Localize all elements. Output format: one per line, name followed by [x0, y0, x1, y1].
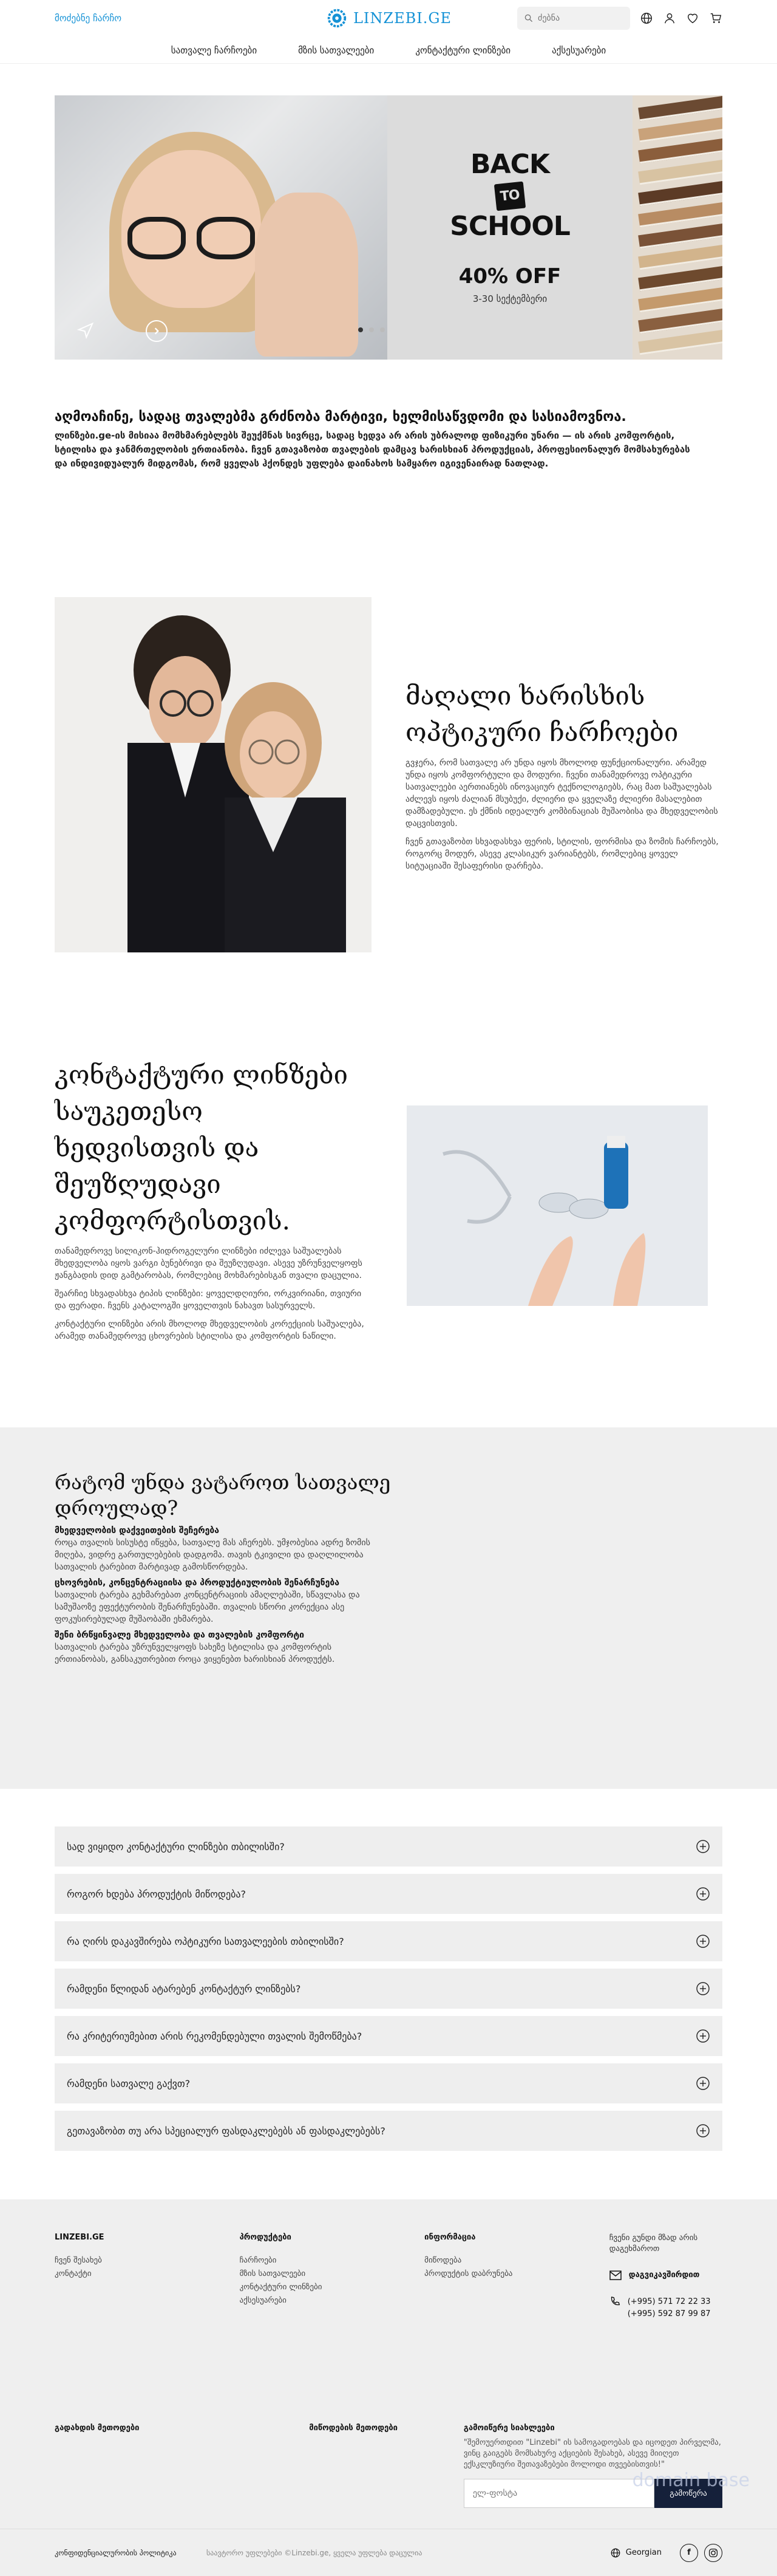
slider-dots [358, 327, 385, 332]
newsletter-title: გამოიწერე სიახლეები [463, 2424, 555, 2433]
why-item [55, 1525, 370, 1573]
footer-link-delivery[interactable]: მიწოდება [424, 2256, 462, 2265]
facebook-icon: f [687, 2548, 691, 2557]
search-input[interactable] [538, 13, 623, 23]
headline-back: BACK [470, 148, 549, 180]
nav-sunglasses[interactable]: მზის სათვალეები [298, 44, 375, 56]
lenses-feature-paragraph: კონტაქტური ლინზები არის მხოლოდ მხედველობის კორექციის საშუალება, არამედ თანამედროვე ცხოვრების სტილისა და კომფორტის ნაწილი. [55, 1319, 364, 1341]
why-glasses-section [0, 1427, 777, 1789]
site-header [0, 0, 777, 64]
footer-col-products [240, 2233, 425, 2320]
book [638, 223, 722, 249]
newsletter [464, 2424, 722, 2508]
faq-question: გეთავაზობთ თუ არა სპეციალურ ფასდაკლებებს ან ფასდაკლებებს? [67, 2125, 385, 2137]
watermark: domain base [632, 2470, 750, 2491]
site-footer [0, 2199, 777, 2576]
wishlist-button[interactable] [686, 11, 699, 26]
privacy-policy-link[interactable]: კონფიდენციალურობის პოლიტიკა [55, 2548, 177, 2557]
book [638, 202, 722, 228]
language-label: Georgian [625, 2548, 662, 2557]
globe-icon [640, 12, 653, 25]
faq-item[interactable] [55, 2063, 722, 2103]
footer-phones [628, 2296, 711, 2320]
user-icon [663, 12, 676, 25]
headline-to: TO [494, 181, 526, 211]
cart-icon [709, 12, 722, 25]
book [638, 138, 722, 164]
faq-item[interactable] [55, 2016, 722, 2056]
logo-icon [325, 7, 348, 30]
phone-icon [609, 2296, 620, 2307]
why-item-heading: ცხოვრების, კონცენტრაციისა და პროდუქტიულობის შენარჩუნება [55, 1578, 340, 1588]
plus-icon [696, 1981, 710, 1996]
footer-products-title: პროდუქტები [239, 2233, 291, 2242]
faq-question: რამდენი წლიდან ატარებენ კონტაქტურ ლინზებს? [67, 1983, 301, 1995]
footer-bottom-bar [0, 2529, 777, 2576]
footer-columns [55, 2233, 722, 2320]
book [638, 95, 722, 121]
why-title: რატომ უნდა ვატაროთ სათვალე დროულად? [55, 1471, 391, 1520]
plus-icon [696, 1887, 710, 1901]
search-box[interactable] [517, 7, 630, 30]
intro-text: ლინზები.ge-ის მისიაა მომხმარებლებს შეუქმნას სივრცე, სადაც ხედვა არ არის უბრალოდ ფიზიკური უნარი — ის არის კომფორტის, სტილისა და ჯანმრთელობის ერთიანობა. ჩვენ გთავაზობთ თვალების დამცავ ხარისხიან პროდუქციას, პროფესიონალურ მომსახურებას და ინდივიდუალურ მიდგომას, რომ ყველას ჰქონდეს უფლება დაინახოს სამყარო იგივენაირად ნათლად. [55, 430, 690, 469]
footer-contact-text: ჩვენი გუნდი მზად არის დაგეხმაროთ [609, 2233, 698, 2253]
chevron-right-icon [152, 327, 161, 335]
language-globe-button[interactable] [640, 11, 653, 26]
faq-item[interactable] [55, 1874, 722, 1914]
logo[interactable] [325, 7, 452, 30]
slider-dot[interactable] [380, 327, 385, 332]
hero-photo-glasses-left [127, 217, 186, 259]
why-item [55, 1629, 370, 1666]
subscribe-button[interactable]: გამოწერა [654, 2479, 722, 2508]
footer-link-lenses[interactable]: კონტაქტური ლინზები [239, 2283, 322, 2292]
heart-icon [686, 12, 699, 25]
newsletter-text: "შემოუერთდით "Linzebi" ის სამოგადოებას და იცოდეთ პირველმა, ვინც გაიგებს მომსახურე აქციების შესახებ, ასევე მიიღეთ ექსკლუზიური შეთავაზებები მოლოდი თვეებისთვის!" [463, 2438, 721, 2469]
faq-question: რა ღირს დაკავშირება ოპტიკური სათვალეების თბილისში? [67, 1935, 344, 1947]
lenses-feature-paragraph: შეარჩიე სხვადასხვა ტიპის ლინზები: ყოველდღიური, ორკვირიანი, თვიური და ფერადი. ჩვენს კატალოგში ყოველთვის ნახავთ სასურველს. [55, 1289, 362, 1311]
footer-info-title: ინფორმაცია [424, 2233, 476, 2242]
why-item-heading: მხედველობის დაქვეითების შეჩერება [55, 1526, 220, 1536]
contact-lens-illustration [407, 1105, 708, 1306]
lenses-feature-title: კონტაქტური ლინზები საუკეთესო ხედვისთვის და შეუზღუდავი კომფორტისთვის. [55, 1060, 348, 1235]
why-item-text: როცა თვალის სისუსტე იწყება, სათვალე მას აჩერებს. უმჯობესია ადრე ზომის მიღება, ვიდრე გართულებების დადგომა. თავის ტკივილი და დაღლილობა სათვალის ტარებით მარტივად გამოსწორდება. [55, 1538, 370, 1572]
instagram-icon [708, 2548, 718, 2558]
footer-phone-row[interactable] [609, 2296, 722, 2320]
why-item [55, 1577, 370, 1625]
faq-item[interactable] [55, 1921, 722, 1961]
footer-link-frames[interactable]: ჩარჩოები [239, 2256, 277, 2265]
why-item-heading: შენი ბრწყინვალე მხედველობა და თვალების კომფორტი [55, 1630, 305, 1640]
footer-row-2 [55, 2424, 722, 2508]
headline-school: SCHOOL [450, 210, 570, 242]
plus-icon [696, 1934, 710, 1949]
frames-feature-section [55, 597, 722, 952]
offer-dates: 3-30 სექტემბერი [472, 293, 548, 304]
plus-icon [696, 2076, 710, 2091]
footer-shipping [309, 2424, 464, 2508]
lenses-feature-image [407, 1105, 708, 1306]
hero-banner[interactable] [55, 95, 722, 360]
book [638, 287, 722, 313]
find-frame-link[interactable]: მოძებნე ჩარჩო [55, 13, 122, 24]
faq-question: რა კრიტერიუმებით არის რეკომენდებული თვალის შემოწმება? [67, 2030, 362, 2042]
faq-section [55, 1826, 722, 2151]
main-nav [0, 36, 777, 64]
globe-icon [610, 2547, 621, 2558]
copyright: საავტორო უფლებები ©Linzebi.ge, ყველა უფლება დაცულია [206, 2548, 422, 2557]
frames-feature-paragraph: გვჯერა, რომ სათვალე არ უნდა იყოს მხოლოდ ფუნქციონალური. არამედ უნდა იყოს კომფორტული და მოდური. ჩვენი თანამედროვე ოპტიკური სათვალეები აერთიანებს ინოვაციურ ტექნოლოგიებს, რაც მათ საშუალებას აძლევს იყოს ძალიან მსუბუქი, ძლიერი და ყველაზე ძლიერი მასალებით დამზადებული. ეს ქმნის იდეალურ კომბინაციას მუშაობისა და მხედველობის დაცვისთვის. [405, 757, 718, 828]
header-top-row [0, 0, 777, 36]
faq-question: რამდენი სათვალე გაქვთ? [67, 2077, 191, 2089]
plus-icon [696, 2123, 710, 2138]
discount-text: 40% OFF [458, 264, 562, 289]
frames-feature-paragraph: ჩვენ გთავაზობთ სხვადასხვა ფერის, სტილის, ფორმისა და ზომის ჩარჩოებს, როგორც მოდურ, ასევე კლასიკურ ვარიანტებს, რომლებიც ყოველ სიტუაციაში შესაფერისი დარჩება. [405, 836, 719, 871]
footer-col-info [424, 2233, 609, 2320]
hero-photo-glasses-right [197, 217, 255, 259]
search-icon [524, 14, 533, 22]
footer-payment [55, 2424, 309, 2508]
lenses-feature-text [55, 1057, 370, 1342]
nav-accessories[interactable]: აქსესუარები [552, 44, 606, 56]
language-selector[interactable] [610, 2547, 662, 2558]
footer-contact [609, 2233, 722, 2320]
share-icon[interactable] [76, 321, 95, 340]
faq-item[interactable] [55, 1826, 722, 1867]
facebook-link[interactable] [680, 2544, 698, 2562]
hero-books-image [633, 95, 722, 360]
intro-section [55, 408, 722, 471]
footer-email-row[interactable] [609, 2270, 722, 2280]
plus-icon [696, 1839, 710, 1854]
intro-title: აღმოაჩინე, სადაც თვალებმა გრძნობა მარტივი, ხელმისაწვდომი და სასიამოვნოა. [55, 409, 626, 425]
slider-dot[interactable] [358, 327, 363, 332]
footer-phone: (+995) 592 87 99 87 [627, 2309, 711, 2318]
footer-link-about[interactable]: ჩვენ შესახებ [55, 2256, 102, 2265]
hero-next-button[interactable] [146, 320, 168, 342]
footer-phone: (+995) 571 72 22 33 [627, 2297, 711, 2306]
frames-feature-image [55, 597, 372, 952]
frames-feature-title: მაღალი ხარისხის ოპტიკური ჩარჩოები [405, 680, 679, 747]
nav-frames[interactable]: სათვალე ჩარჩოები [171, 44, 257, 56]
footer-payment-title: გადახდის მეთოდები [55, 2424, 140, 2433]
logo-text: LINZEBI.GE [353, 10, 452, 27]
lenses-feature-paragraph: თანამედროვე სილიკონ-ჰიდროგელური ლინზები იძლევა საშუალებას მხედველობა იყოს ვარგი ბუნებრივი და შეუზღუდავი. ასევე უზრუნველყოფს ჟანგბადის დიდ გამტარობას, რომლებიც მოხმარებისგან თვალი დაცულია. [55, 1246, 362, 1280]
book [638, 244, 722, 270]
footer-brand: LINZEBI.GE [55, 2233, 104, 2242]
instagram-link[interactable] [704, 2544, 722, 2562]
hero-photo-girl-glasses [55, 95, 387, 360]
account-button[interactable] [663, 11, 676, 26]
hero-photo-hand [255, 193, 358, 357]
book [638, 180, 722, 207]
footer-link-returns[interactable]: პროდუქტის დაბრუნება [424, 2269, 513, 2278]
book [638, 308, 722, 334]
couple-illustration [55, 597, 372, 952]
slider-dot[interactable] [369, 327, 374, 332]
hero-offer [387, 95, 633, 360]
mail-icon [609, 2270, 622, 2280]
footer-link-sunglasses[interactable]: მზის სათვალეები [239, 2269, 306, 2278]
plus-icon [696, 2029, 710, 2043]
faq-item[interactable] [55, 1969, 722, 2009]
why-item-text: სათვალის ტარება გეხმარებათ კონცენტრაციის ამაღლებაში, სწავლასა და სამუშაოზე ეფექტურობის შენარჩუნებაში. თვალის სწორი კორექცია ასე ფოკუსირებულად მუშაობაში ეხმარება. [55, 1590, 360, 1624]
nav-contact-lenses[interactable]: კონტაქტური ლინზები [415, 44, 511, 56]
faq-item[interactable] [55, 2111, 722, 2151]
footer-link-accessories[interactable]: აქსესუარები [239, 2296, 287, 2305]
book [638, 117, 722, 143]
lenses-feature-section [55, 1057, 722, 1373]
cart-button[interactable] [709, 11, 722, 26]
why-item-text: სათვალის ტარება უზრუნველყოფს სახეზე სტილისა და კომფორტის ერთიანობას, განსაკუთრებით როცა ვიყენებთ ხარისხიან პროდუქტს. [55, 1642, 335, 1664]
frames-feature-text [405, 678, 721, 872]
footer-email-label: დაგვიკავშირდით [628, 2270, 700, 2280]
faq-question: სად ვიყიდო კონტაქტური ლინზები თბილისში? [67, 1840, 285, 1853]
book [638, 329, 722, 355]
book [638, 265, 722, 292]
faq-question: როგორ ხდება პროდუქტის მიწოდება? [67, 1888, 246, 1900]
header-tools [540, 7, 722, 30]
newsletter-email-input[interactable] [464, 2479, 654, 2508]
back-to-school-headline [450, 148, 570, 242]
footer-link-contact[interactable]: კონტაქტი [55, 2269, 92, 2278]
footer-shipping-title: მიწოდების მეთოდები [309, 2424, 398, 2433]
footer-col-brand [55, 2233, 240, 2320]
book [638, 159, 722, 185]
